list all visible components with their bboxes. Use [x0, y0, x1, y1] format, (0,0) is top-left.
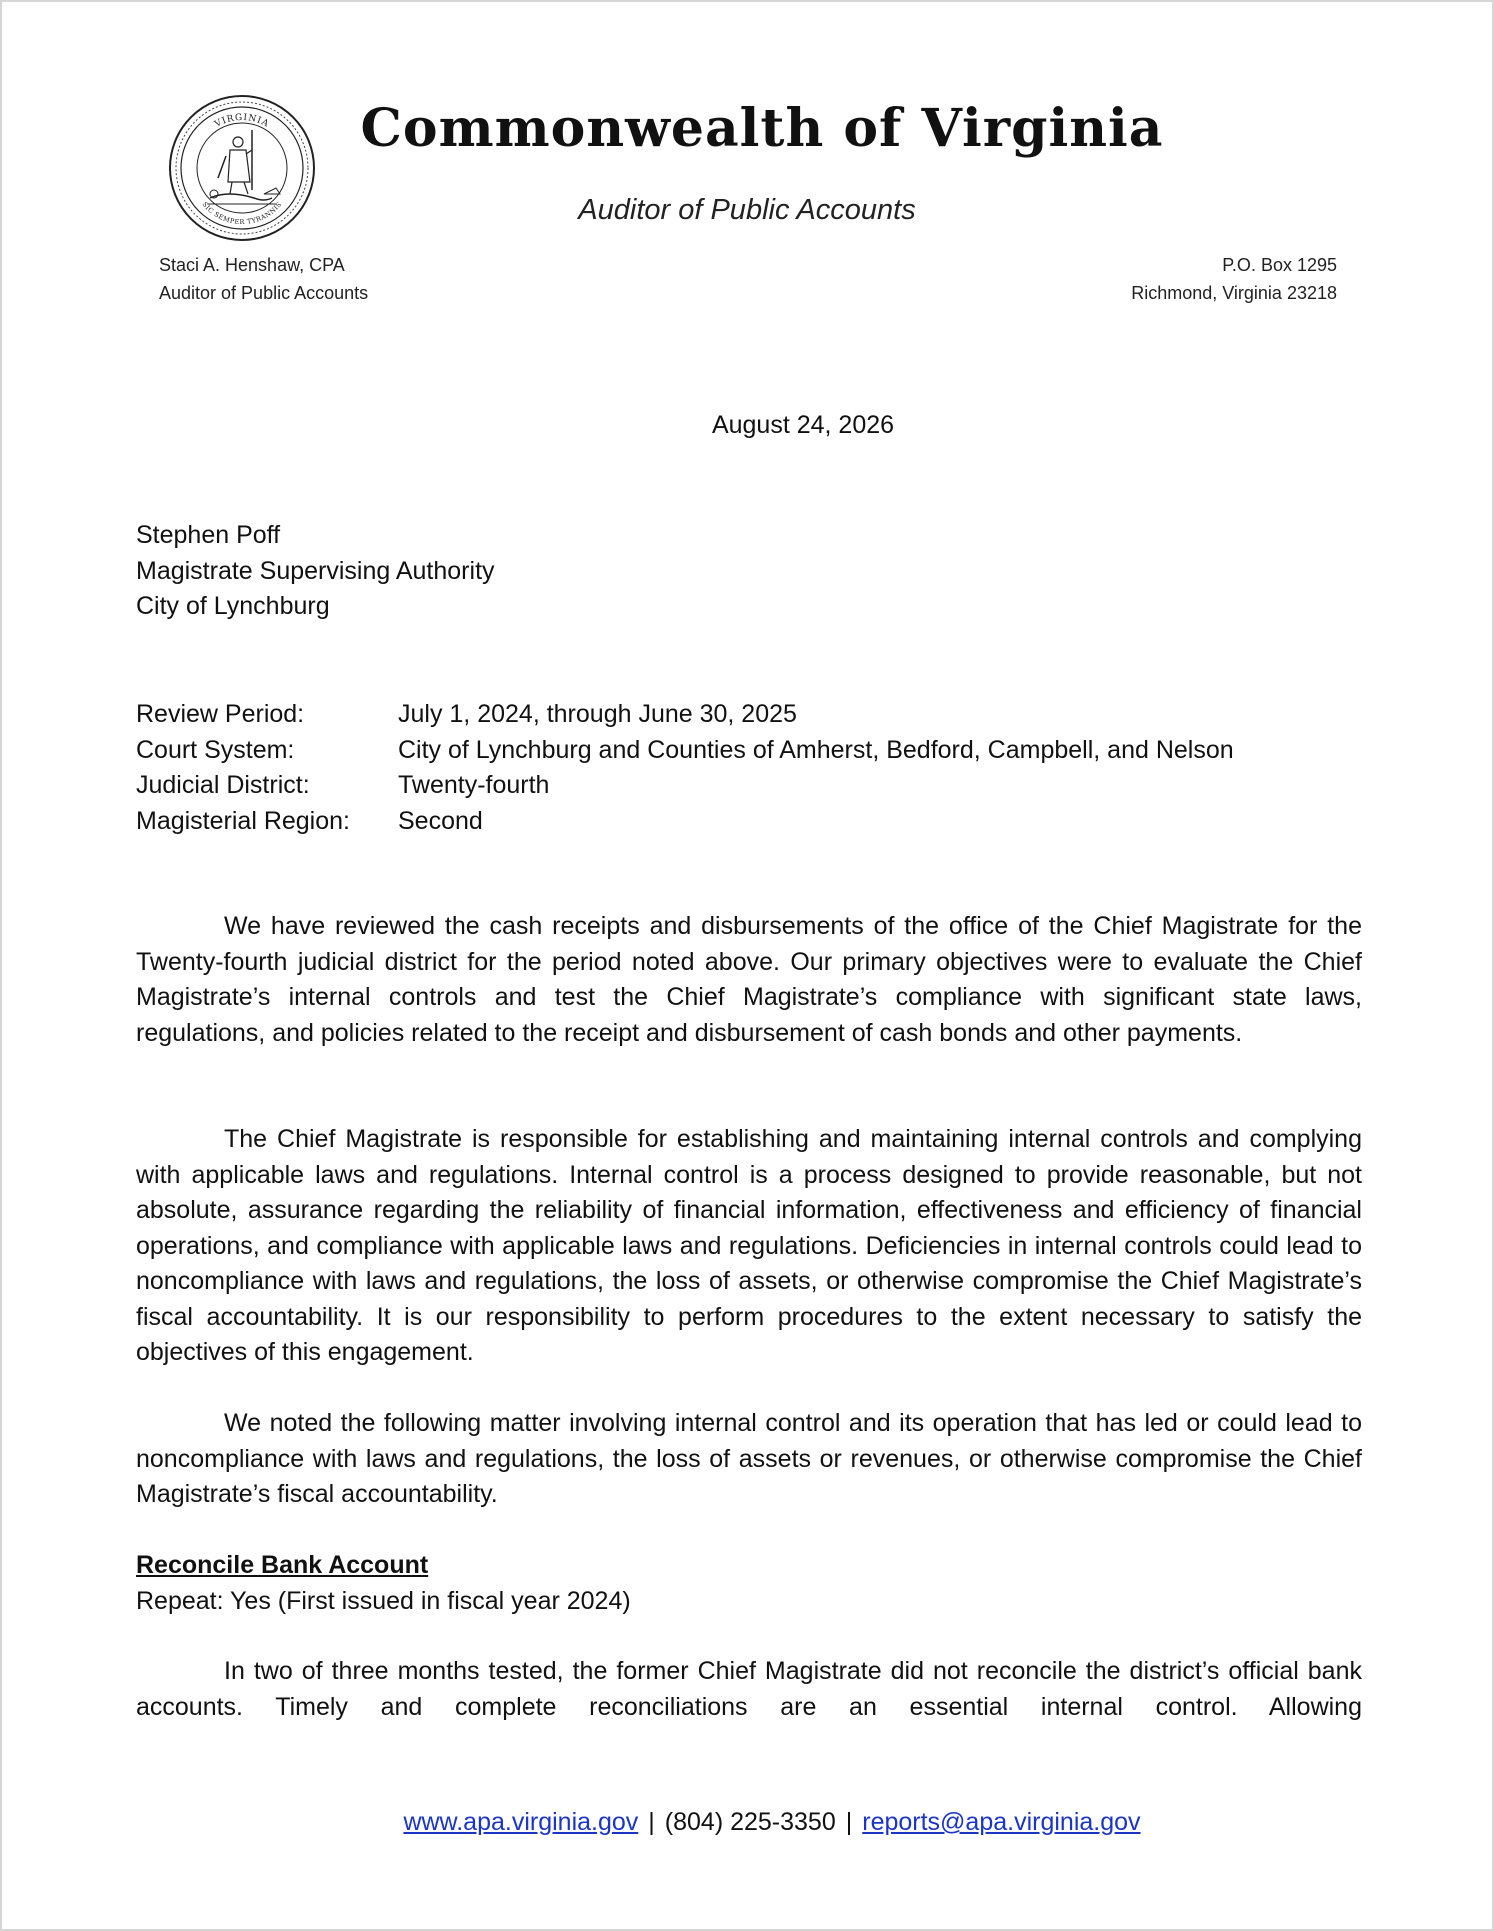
review-info-row	[136, 697, 1362, 733]
court-system-value: City of Lynchburg and Counties of Amherst, Bedford, Campbell, and Nelson	[398, 735, 1234, 764]
finding-paragraph: In two of three months tested, the former Chief Magistrate did not reconcile the district’s official bank accounts. Timely and complete reconciliations are an essential internal control. Allowing	[136, 1657, 1362, 1721]
sender-name: Staci A. Henshaw, CPA	[159, 255, 345, 275]
finding-repeat-note: Repeat: Yes (First issued in fiscal year 2024)	[136, 1587, 631, 1615]
email-link[interactable]: reports@apa.virginia.gov	[862, 1808, 1141, 1836]
masthead-subtitle: Auditor of Public Accounts	[578, 194, 916, 226]
sender-title: Auditor of Public Accounts	[159, 283, 369, 303]
judicial-district-label: Judicial District:	[136, 771, 310, 799]
svg-text:SIC SEMPER TYRANNIS: SIC SEMPER TYRANNIS	[200, 200, 284, 227]
magisterial-region-label: Magisterial Region:	[136, 806, 350, 835]
addressee-block	[136, 518, 1362, 625]
review-info-row	[136, 733, 1362, 769]
court-system-label: Court System:	[136, 735, 295, 764]
addressee-locality: City of Lynchburg	[136, 592, 330, 620]
finding-title: Reconcile Bank Account	[136, 1551, 429, 1579]
review-info-row	[136, 768, 1362, 804]
body-paragraph-matter: We noted the following matter involving internal control and its operation that has led or could lead to noncompliance with laws and regulations, the loss of assets or revenues, or otherwise compromise the Chief Magistrate’s fiscal accountability.	[136, 1409, 1362, 1508]
review-info-row	[136, 804, 1362, 840]
body-paragraph-responsibility: The Chief Magistrate is responsible for establishing and maintaining internal controls and complying with applicable laws and regulations. Internal control is a process designed to provide reasonable, but not absolute, assurance regarding the reliability of financial information, effectiveness and efficiency of financial operations, and compliance with applicable laws and regulations. Deficiencies in internal controls could lead to noncompliance with laws and regulations, the loss of assets, or otherwise compromise the Chief Magistrate’s fiscal accountability. It is our responsibility to perform procedures to the extent necessary to satisfy the objectives of this engagement.	[136, 1125, 1362, 1366]
mailing-address-block	[1131, 251, 1337, 307]
sender-block	[159, 251, 368, 307]
address-line-2: Richmond, Virginia 23218	[1131, 283, 1337, 303]
review-period-value: July 1, 2024, through June 30, 2025	[398, 700, 797, 728]
addressee-name: Stephen Poff	[136, 521, 281, 549]
review-info-table	[136, 697, 1362, 839]
website-link[interactable]: www.apa.virginia.gov	[403, 1808, 639, 1836]
footer-separator: |	[845, 1808, 853, 1836]
judicial-district-value: Twenty-fourth	[398, 771, 550, 799]
review-period-label: Review Period:	[136, 700, 305, 728]
footer-contact	[2, 1808, 1492, 1837]
masthead-title: Commonwealth of Virginia	[360, 98, 1164, 159]
svg-text:VIRGINIA: VIRGINIA	[213, 112, 271, 130]
letter-date: August 24, 2026	[711, 411, 895, 439]
magisterial-region-value: Second	[398, 806, 483, 835]
footer-separator: |	[648, 1808, 655, 1836]
addressee-title: Magistrate Supervising Authority	[136, 556, 495, 585]
phone-number: (804) 225-3350	[664, 1808, 836, 1836]
body-paragraph-objectives: We have reviewed the cash receipts and disbursements of the office of the Chief Magistrate for the Twenty-fourth judicial district for the period noted above. Our primary objectives were to evaluate the Chief Magistrate’s internal controls and test the Chief Magistrate’s compliance with significant state laws, regulations, and policies related to the receipt and disbursement of cash bonds and other payments.	[136, 912, 1362, 1047]
address-line-1: P.O. Box 1295	[1222, 255, 1337, 275]
